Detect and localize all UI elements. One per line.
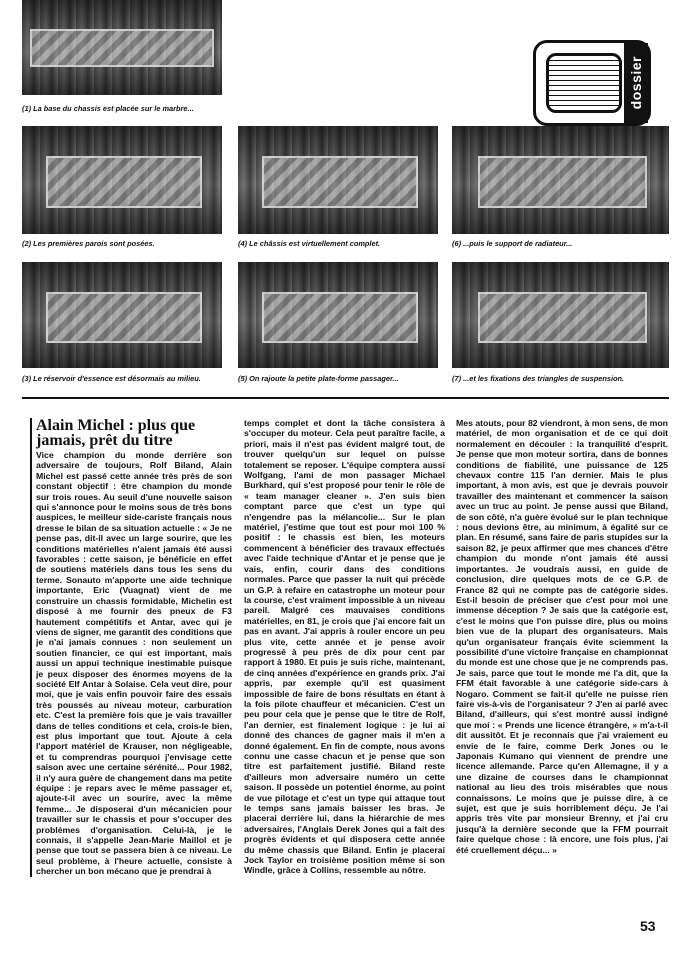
article-column-1	[30, 418, 232, 877]
logo-strip	[624, 43, 648, 123]
photo-radiator-support	[452, 126, 669, 234]
caption-1: (1) La base du chassis est placée sur le marbre...	[22, 104, 194, 113]
page-number: 53	[640, 918, 656, 934]
photo-chassis-complete	[238, 126, 438, 234]
photo-chassis-base	[22, 0, 222, 95]
caption-7: (7) ...et les fixations des triangles de suspension.	[452, 374, 625, 383]
photo-passenger-platform	[238, 262, 438, 368]
caption-3: (3) Le réservoir d'essence est désormais au milieu.	[22, 374, 201, 383]
section-divider	[22, 397, 669, 399]
logo-label: dossier	[628, 56, 644, 110]
photo-fuel-tank	[22, 262, 222, 368]
logo-icon	[546, 53, 622, 113]
article-column-3	[456, 418, 668, 855]
photo-first-walls	[22, 126, 222, 234]
caption-2: (2) Les premières parois sont posées.	[22, 239, 155, 248]
caption-4: (4) Le châssis est virtuellement complet.	[238, 239, 381, 248]
article-text-col3: Mes atouts, pour 82 viendront, à mon sens, de mon matériel, de mon organisation et de ce qui doit normalement en découler : la tranquilité d'esprit. Je pense que mon moteur sortira, dans de bonnes conditions de fiabilité, une puissance de 125 chevaux contre 115 l'an dernier. Mais le plus important, à mon avis, est que je devrais pouvoir travailler des maintenant et commencer la saison avec un truc au point. Je pense aussi que Biland, de son côté, n'a guère évolué sur le plan technique : nous devions être, au minimum, à égalité sur ce plan. En résumé, sans faire de paris stupides sur la saison 82, je peux affirmer que mes chances d'être champion du monde n'ont jamais été aussi importantes. Je voudrais aussi, en guide de conclusion, dire quelques mots de ce G.P. de France 82 qui ne compte pas de catégorie sides. Est-il besoin de préciser que c'est pour moi une immense déception ? Je sais que la catégorie est, c'est le moins que l'on puisse dire, plus ou moins bien vue de la plupart des organisateurs. Mais qu'un organisateur français évite sciemment la possibilité d'une victoire française en championnat du monde est une chose que je ne comprends pas. Je sais, parce que tout le monde me l'a dit, que la FFM était favorable à une catégorie side-cars à Nogaro. Comment se fait-il qu'elle ne puisse rien faire vis-à-vis de l'organisateur ? J'en ai parlé avec Biland, d'ailleurs, qui s'est montré aussi indigné que moi : « Prends une licence étrangère, » m'a-t-il dit aussitôt. Et je reconnais que j'ai vraiement eu envie de le faire, comme Derk Jones ou le Japonais Kumano qui viennent de prendre une licence allemande. Parce qu'en Allemagne, il y a une dizaine de courses dans le championnat national au lieu des trois misérables que nous connaissons. Le moins que je puisse dire, à ce sujet, est que je suis horriblement déçu. Je l'ai appris très vite par monsieur Brenny, et j'ai cru jusqu'à la dernière seconde que la FFM pourrait faire quelque chose : là encore, une fois plus, j'ai été cruellement déçu... »	[456, 418, 668, 855]
article-text-col1: Vice champion du monde derrière son adversaire de toujours, Rolf Biland, Alain Michel est passé cette année très près de son constant objectif : être champion du monde sur trois roues. Au seuil d'une nouvelle saison qui s'annonce pour le moins sous de très bons auspices, le meilleur side-cariste français nous dresse le bilan de sa situation actuelle : « Je ne pense pas, dit-il avec un large sourire, que les conditions matérielles n'aient jamais été aussi favorables : cette saison, je bénéficie en effet de soutiens matériels dans tous les sens du terme. Sonauto m'apporte une aide technique importante, Eric (Vuagnat) vient de me construire un chassis formidable, Michelin est disposé à me fournir des pneux de F3 hautement compétitifs et Antar, avec qui je viens de signer, me garantit des conditions que je n'ai jamais connues : non seulement un soutien financier, ce qui est important, mais aussi un appui technique inestimable puisque je peux disposer des énormes moyens de la société Elf Antar à Solaise. Cela veut dire, pour moi, que je vais enfin pouvoir faire des essais très poussés au niveau moteur, carburation etc. C'est la première fois que je vais travailler dans de telles conditions et cela, crois-le bien, est plus important que tout. Ajoute à cela l'apport matériel de Krauser, non négligeable, et tu comprendras pourquoi j'envisage cette saison avec une certaine sérénité... Pour 1982, il n'y aura guère de changement dans ma petite équipe : je repars avec le même passager et, ajoute-t-il avec un sourire, avec la même femme... Je disposerai d'un mécanicien pour travailler sur le chassis et pour s'occuper des problèmes d'organisation. Celui-là, je le connais, il s'appelle Jean-Marie Maillol et je pense que tout se passera bien à ce niveau. Le seul problème, à l'heure actuelle, consiste à chercher un bon mécano que je prendrai à	[36, 450, 232, 877]
article-title: Alain Michel : plus que jamais, prêt du titre	[36, 417, 196, 449]
dossier-logo	[533, 40, 651, 126]
article-column-2	[244, 418, 445, 876]
article-text-col2: temps complet et dont la tâche consistera à s'occuper du moteur. Cela peut paraître facile, a priori, mais il n'est pas évident malgré tout, de trouver quelqu'un sur lequel on puisse totalement se reposer. L'équipe comptera aussi Wolfgang, l'ami de mon passager Michael Burkhard, qui s'est proposé pour tenir le rôle de « team manager cleaner ». J'en suis bien comptant parce que c'est un type qui n'engendre pas la mélancolie... Sur le plan matériel, j'estime que tout est pour moi 100 % positif : le chassis est bien, les moteurs commencent à bénéficier des travaux effectués avec l'aide technique d'Antar et je pense que je vais, enfin, courir dans des conditions normales. Parce que passer la nuit qui précède un G.P. à refaire en catastrophe un moteur pour la course, c'est vraiment impossible à un niveau pareil. Malgré ces mauvaises conditions matérielles, en 81, je crois que j'ai encore fait un pas en avant. J'ai appris à rouler encore un peu plus vite, cette année et je pense avoir progressé à peu près de dix pour cent par rapport à 1980. Et puis je suis riche, maintenant, de cinq années d'expérience en grands prix. J'ai appris, par exemple qu'il est quasiment impossible de faire de bons résultats en étant à la fois pilote chauffeur et mécanicien. C'est un peu pour cela que je pense que le titre de Rolf, l'an dernier, est finalement logique : je lui ai donné des chances de gagner mais il m'en a donné également. En fin de compte, nous avons connu une casse chacun et je pense que son titre est parfaitement justifié. Biland reste d'ailleurs mon adversaire numéro un cette saison. Il possède un potentiel énorme, au point de vue pilotage et c'est un type qui attaque tout le temps sans jamais baisser les bras. Je placerai derrière lui, dans la hiérarchie de mes adversaires, l'Anglais Derek Jones qui a fait des progrès évidents et qui disposera cette année du même chassis que Biland. Enfin je placerai Jock Taylor en troisième position même si son Windle, grâce à Collins, ressemble au nôtre.	[244, 418, 445, 876]
photo-suspension-mounts	[452, 262, 669, 368]
caption-6: (6) ...puis le support de radiateur...	[452, 239, 573, 248]
caption-5: (5) On rajoute la petite plate-forme passager...	[238, 374, 399, 383]
